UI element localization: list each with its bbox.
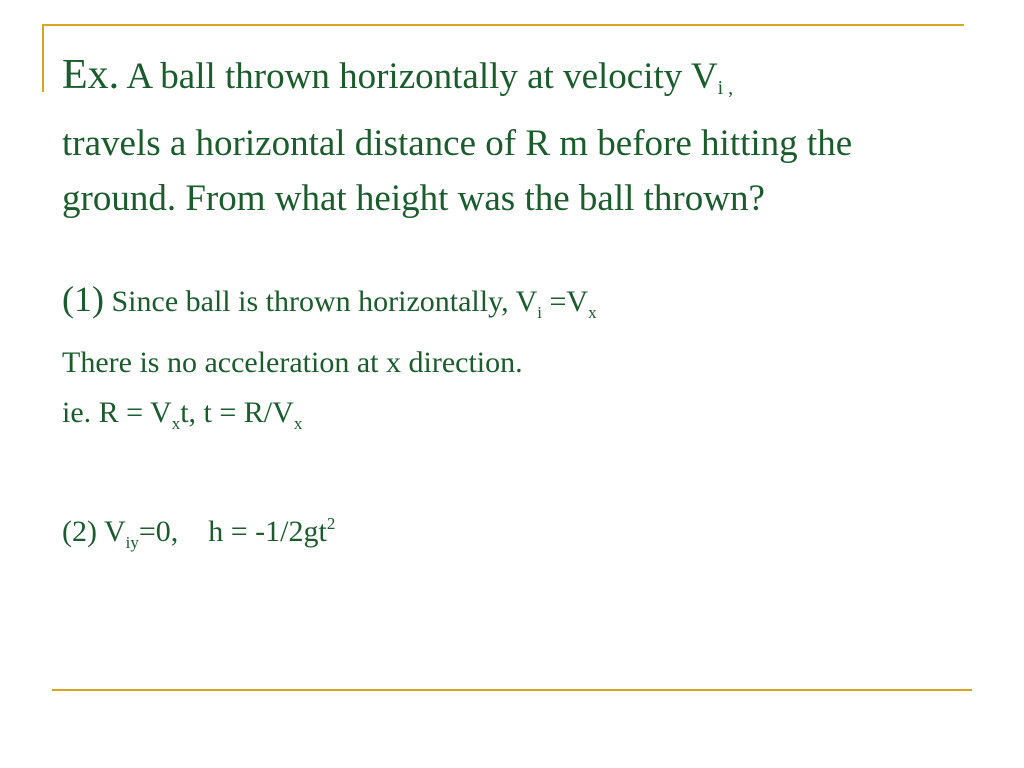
step1-line3-sub1: x	[171, 414, 181, 433]
spacer	[62, 449, 962, 499]
problem-statement	[62, 48, 962, 226]
step1-sub-i: i	[537, 303, 542, 322]
example-label: Ex.	[62, 52, 120, 98]
step1-sub-x: x	[588, 303, 597, 322]
bottom-rule	[52, 689, 972, 691]
slide-content	[62, 48, 962, 568]
step1-line1	[62, 274, 962, 338]
step1-line2: There is no acceleration at x direction.	[62, 346, 523, 379]
step1-text: Since ball is thrown horizontally, V	[103, 285, 538, 318]
step2-sub-iy: iy	[125, 533, 139, 552]
top-rule	[42, 24, 964, 26]
step1-line3	[62, 388, 962, 449]
step1-eq: =V	[542, 285, 589, 318]
velocity-subscript: i ,	[717, 77, 734, 99]
step2-superscript: 2	[326, 514, 336, 533]
step2-text: =0, h = -1/2gt	[138, 515, 327, 548]
step1-number: (1)	[62, 279, 104, 319]
problem-text-rest: travels a horizontal distance of R m before hitting the ground. From what height was the ball thrown?	[62, 123, 853, 219]
step2-number: (2) V	[62, 515, 126, 548]
step1-line3-b: t, t = R/V	[180, 396, 294, 429]
step1-line3-a: ie. R = V	[62, 396, 172, 429]
left-rule	[42, 24, 44, 92]
step2-line	[62, 499, 962, 568]
problem-text-line1: A ball thrown horizontally at velocity V	[119, 56, 718, 97]
solution-block	[62, 274, 962, 568]
step1-line3-sub2: x	[293, 414, 303, 433]
